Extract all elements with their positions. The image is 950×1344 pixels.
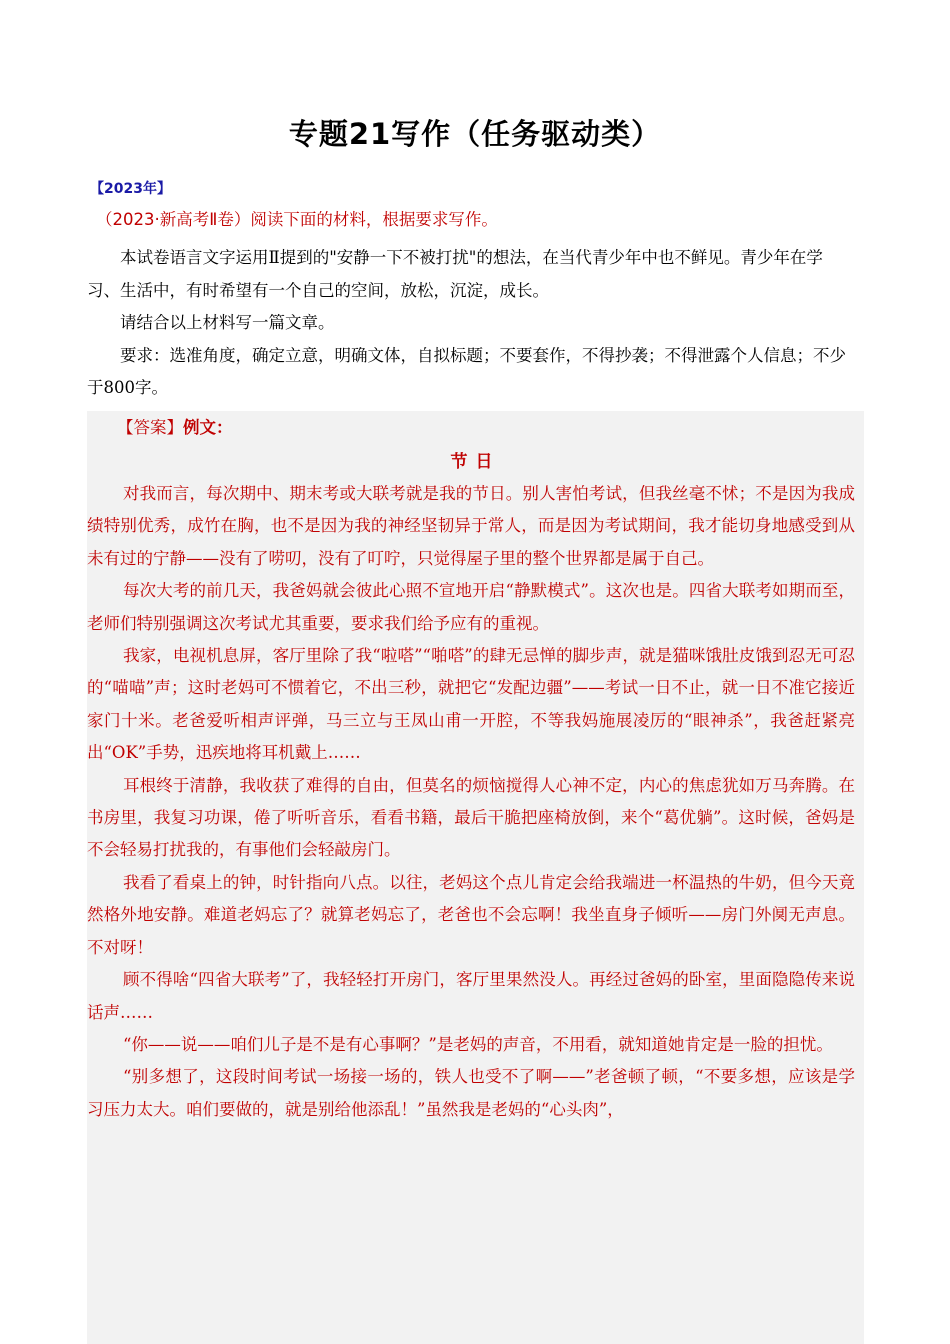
material-paragraph: 本试卷语言文字运用Ⅱ提到的"安静一下不被打扰"的想法，在当代青少年中也不鲜见。青少年在学习、生活中，有时希望有一个自己的空间，放松，沉淀，成长。: [87, 248, 823, 300]
essay-paragraph: 每次大考的前几天，我爸妈就会彼此心照不宣地开启“静默模式”。这次也是。四省大联考如期而至，老师们特别强调这次考试尤其重要，要求我们给予应有的重视。: [87, 581, 855, 633]
essay-paragraph: 我看了看桌上的钟，时针指向八点。以往，老妈这个点儿肯定会给我端进一杯温热的牛奶，但今天竟然格外地安静。难道老妈忘了？就算老妈忘了，老爸也不会忘啊！我坐直身子倾听——房门外阒无声息。不对呀！: [87, 872, 855, 957]
material-block: [87, 242, 853, 405]
essay-paragraph: “你——说——咱们儿子是不是有心事啊？”是老妈的声音，不用看，就知道她肯定是一脸的担忧。: [123, 1034, 833, 1054]
essay-body: [87, 478, 855, 1126]
answer-label: [117, 414, 233, 438]
year-tag: 【2023年】: [90, 181, 171, 197]
material-paragraph: 要求：选准角度，确定立意，明确文体，自拟标题；不要套作，不得抄袭；不得泄露个人信息；不少于800字。: [87, 345, 846, 397]
material-paragraph: 请结合以上材料写一篇文章。: [120, 313, 335, 332]
essay-paragraph: 耳根终于清静，我收获了难得的自由，但莫名的烦恼搅得人心神不定，内心的焦虑犹如万马奔腾。在书房里，我复习功课，倦了听听音乐，看看书籍，最后干脆把座椅放倒，来个“葛优躺”。这时候，爸妈是不会轻易打扰我的，有事他们会轻敲房门。: [87, 775, 855, 860]
essay-paragraph: 对我而言，每次期中、期末考或大联考就是我的节日。别人害怕考试，但我丝毫不怵；不是因为我成绩特别优秀，成竹在胸，也不是因为我的神经坚韧异于常人，而是因为考试期间，我才能切身地感受到从未有过的宁静——没有了唠叨，没有了叮咛，只觉得屋子里的整个世界都是属于自己。: [87, 484, 855, 568]
essay-paragraph: “别多想了，这段时间考试一场接一场的，铁人也受不了啊——”老爸顿了顿，“不要多想，应该是学习压力太大。咱们要做的，就是别给他添乱！”虽然我是老妈的“心头肉”，: [87, 1067, 855, 1119]
answer-bracket-label: 【答案】: [117, 418, 183, 437]
essay-paragraph: 顾不得啥“四省大联考”了，我轻轻打开房门，客厅里果然没人。再经过爸妈的卧室，里面隐隐传来说话声……: [87, 970, 855, 1022]
question-prompt: 阅读下面的材料，根据要求写作。: [250, 210, 498, 229]
page-title: 专题21写作（任务驱动类）: [288, 117, 662, 151]
example-label: 例文：: [183, 418, 233, 437]
essay-title: 节日: [450, 452, 501, 472]
question-source: （2023·新高考Ⅱ卷）: [96, 210, 251, 229]
essay-paragraph: 我家，电视机息屏，客厅里除了我“啦嗒”“啪嗒”的肆无忌惮的脚步声，就是猫咪饿肚皮饿到忍无可忍的“喵喵”声；这时老妈可不惯着它，不出三秒，就把它“发配边疆”——考试一日不止，就一日不准它接近家门十米。老爸爱听相声评弹，马三立与王凤山甫一开腔，不等我妈施展凌厉的“眼神杀”，我爸赶紧亮出“OK”手势，迅疾地将耳机戴上……: [87, 646, 855, 763]
question-line: [96, 206, 498, 230]
